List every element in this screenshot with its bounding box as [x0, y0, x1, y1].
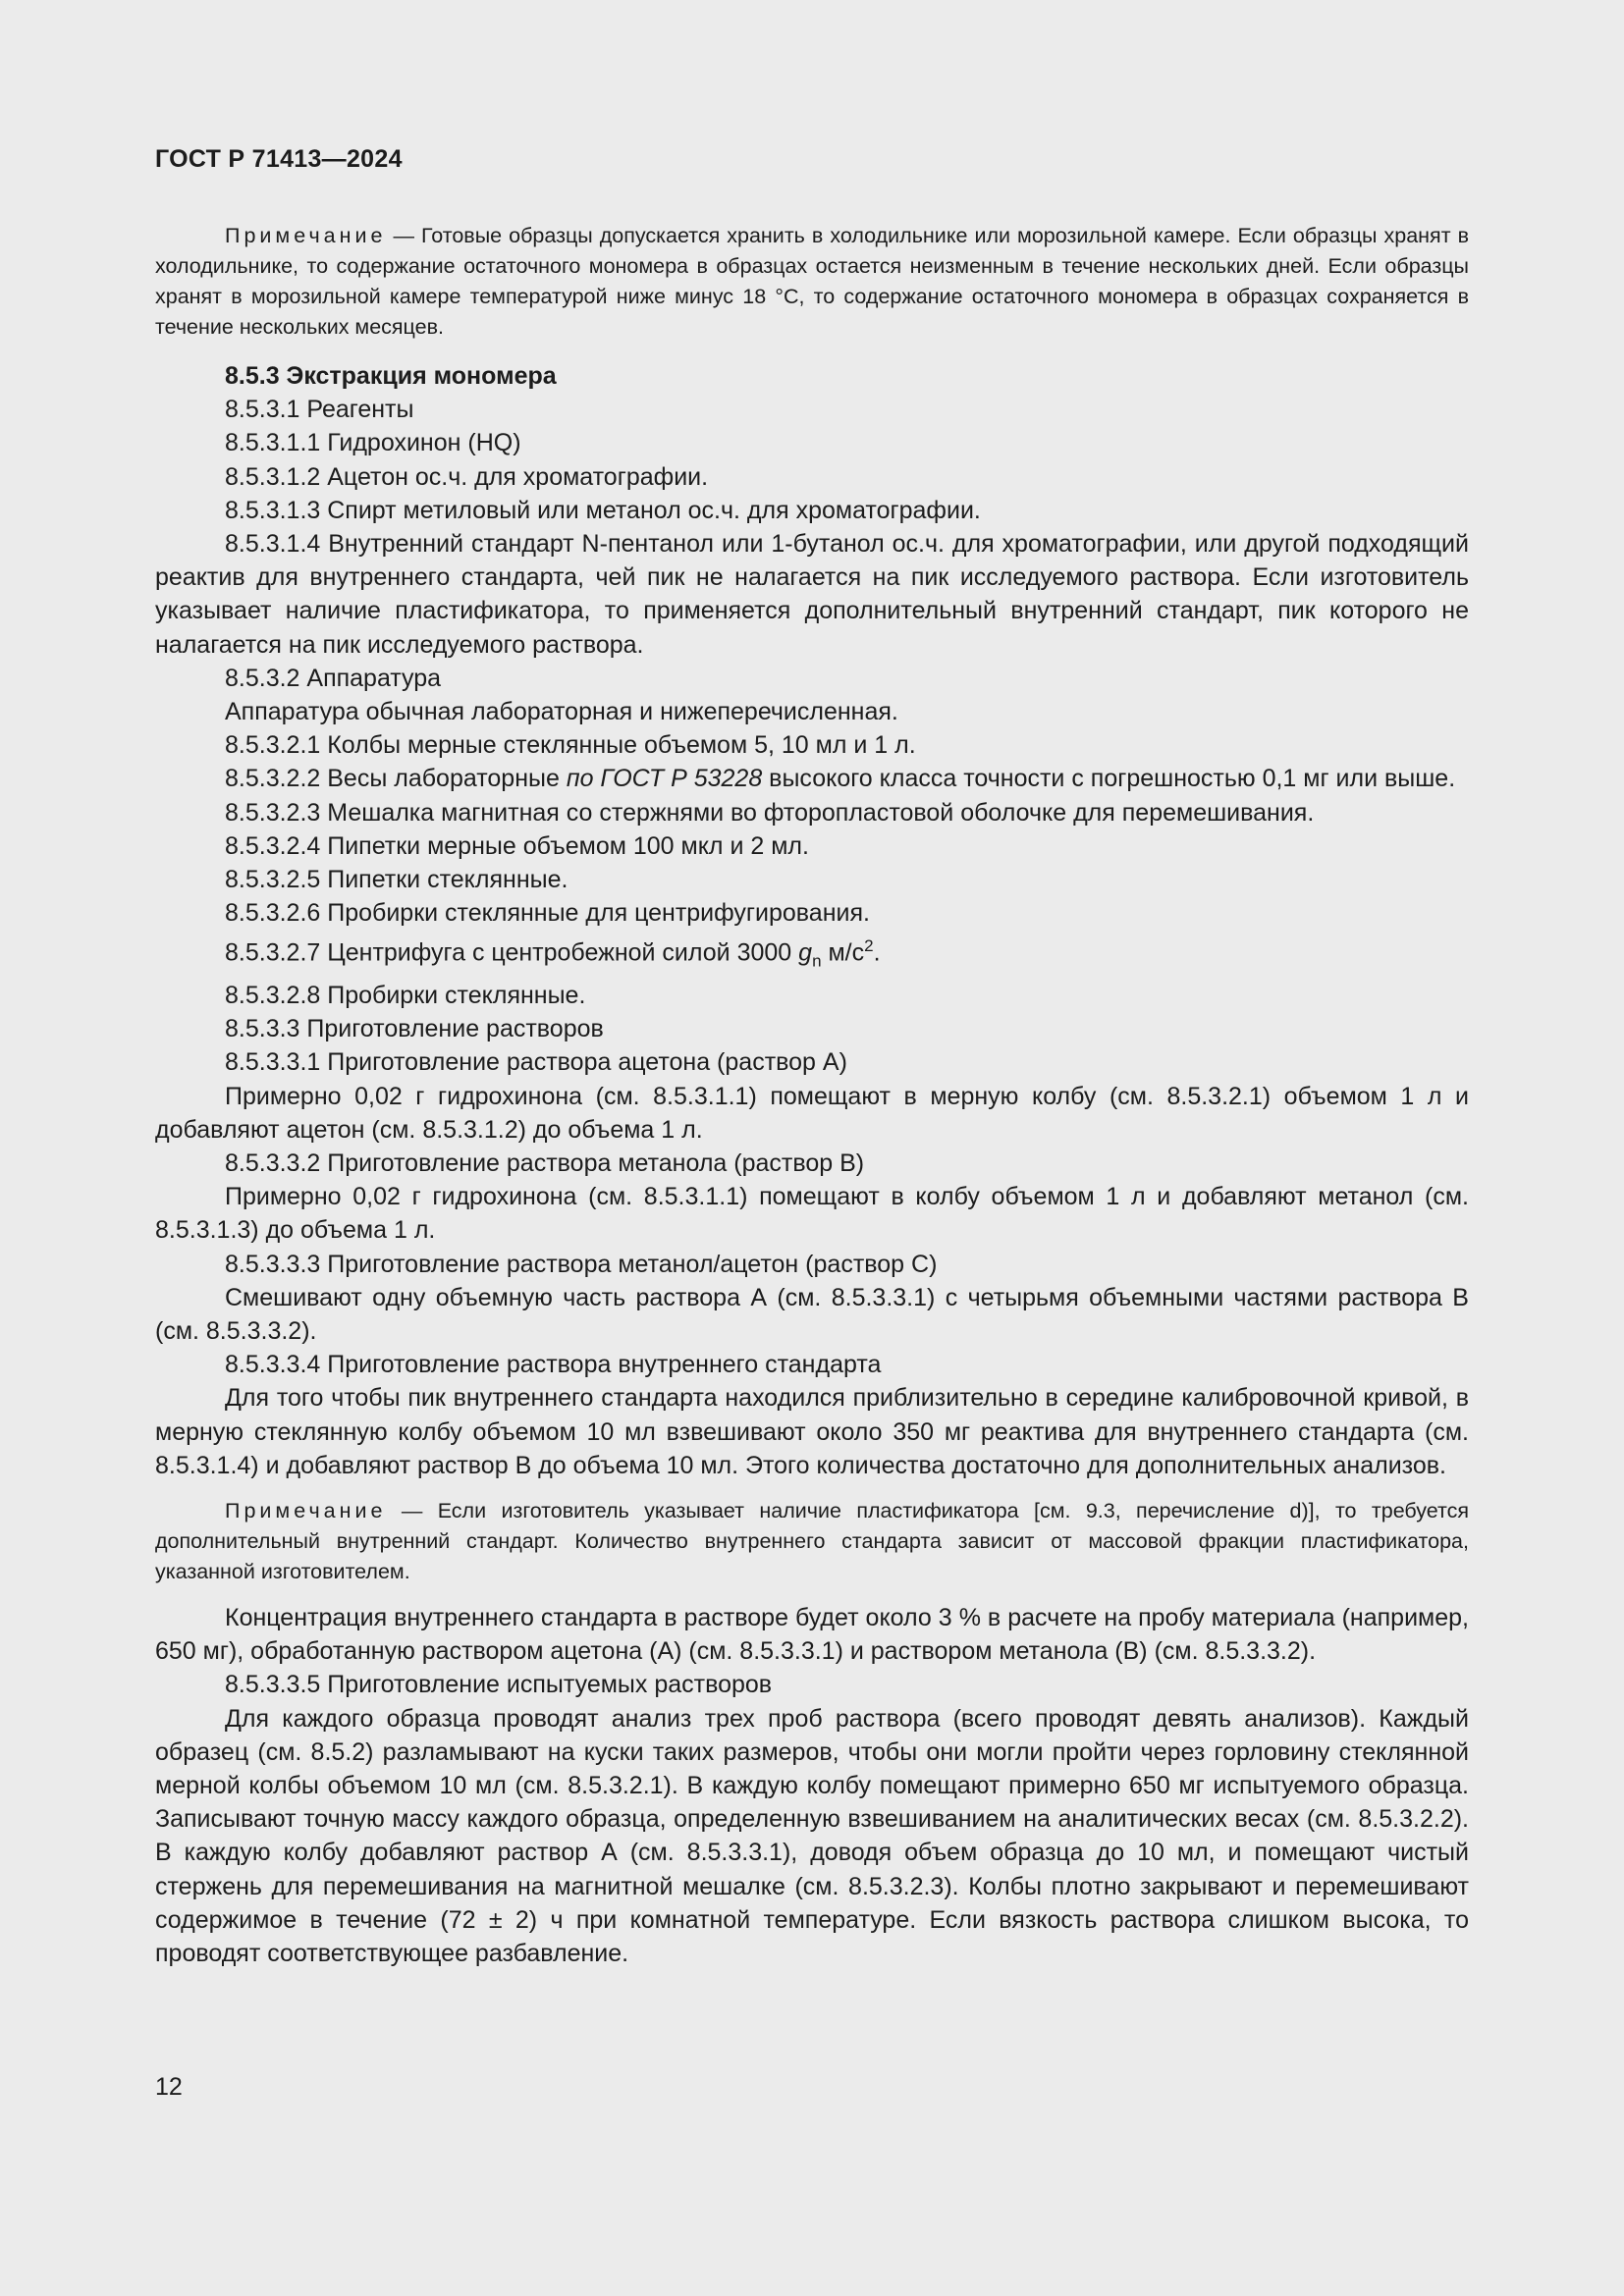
paragraph: 8.5.3.2 Аппаратура [225, 664, 442, 692]
note-1-text: — Готовые образцы допускается хранить в холодильнике или морозильной камере. Если образцы хранят в холодильнике, то содержание остаточного мономера в образцах остается неизменным в течение нескольких дней. Если образцы хранят в морозильной камере температурой ниже минус 18 °С, то содержание остаточного мономера в образцах сохраняется в течение нескольких месяцев. [155, 224, 1469, 339]
section-heading: 8.5.3 Экстракция мономера [225, 362, 557, 390]
paragraph: 8.5.3.2.3 Мешалка магнитная со стержнями во фторопластовой оболочке для перемешивания. [225, 798, 1315, 827]
gravity-subscript: n [812, 951, 822, 971]
page-content [155, 145, 1469, 1970]
paragraph-scales [155, 762, 1469, 795]
paragraph: Для каждого образца проводят анализ трех проб раствора (всего проводят девять анализов). Каждый образец (см. 8.5.2) разламывают на куски таких размеров, чтобы они могли пройти через горловину стеклянной мерной колбы объемом 10 мл (см. 8.5.3.2.1). В каждую колбу помещают примерно 650 мг испытуемого образца. Записывают точную массу каждого образца, определенную взвешиванием на аналитических весах (см. 8.5.3.2.2). В каждую колбу добавляют раствор А (см. 8.5.3.3.1), доводя объем образца до 10 мл, и помещают чистый стержень для перемешивания на магнитной мешалке (см. 8.5.3.2.3). Колбы плотно закрывают и перемешивают содержимое в течение (72 ± 2) ч при комнатной температуре. Если вязкость раствора слишком высока, то проводят соответствующее разбавление. [155, 1704, 1469, 1968]
note-2-prefix: Примечание [225, 1499, 387, 1523]
paragraph: 8.5.3.2.1 Колбы мерные стеклянные объемом 5, 10 мл и 1 л. [225, 731, 916, 760]
paragraph: 8.5.3.1.4 Внутренний стандарт N-пентанол или 1-бутанол ос.ч. для хроматографии, или другой подходящий реактив для внутреннего стандарта, чей пик не налагается на пик исследуемого раствора. Если изготовитель указывает наличие пластификатора, то применяется дополнительный внутренний стандарт, пик которого не налагается на пик исследуемого раствора. [155, 530, 1469, 659]
paragraph-centrifuge [155, 930, 1469, 979]
paragraph: Смешивают одну объемную часть раствора А (см. 8.5.3.3.1) с четырьмя объемными частями раствора В (см. 8.5.3.3.2). [155, 1283, 1469, 1346]
unit-exponent: 2 [864, 936, 874, 956]
text: 8.5.3.2.2 Весы лабораторные [225, 765, 567, 793]
paragraph: 8.5.3.1.1 Гидрохинон (HQ) [225, 429, 521, 457]
paragraph: 8.5.3.2.8 Пробирки стеклянные. [225, 981, 586, 1009]
paragraph: 8.5.3.3.5 Приготовление испытуемых растворов [225, 1671, 773, 1699]
document-header: ГОСТ Р 71413—2024 [155, 145, 403, 173]
text: . [873, 938, 881, 967]
paragraph: 8.5.3.2.5 Пипетки стеклянные. [225, 866, 568, 894]
page-number: 12 [155, 2073, 183, 2101]
paragraph: 8.5.3.3.4 Приготовление раствора внутреннего стандарта [225, 1351, 882, 1379]
paragraph: Для того чтобы пик внутреннего стандарта находился приблизительно в середине калибровочной кривой, в мерную стеклянную колбу объемом 10 мл взвешивают около 350 мг реактива для внутреннего стандарта (см. 8.5.3.1.4) и добавляют раствор В до объема 10 мл. Этого количества достаточно для дополнительных анализов. [155, 1384, 1469, 1479]
paragraph: 8.5.3.2.6 Пробирки стеклянные для центрифугирования. [225, 899, 870, 928]
paragraph: 8.5.3.3.2 Приготовление раствора метанола (раствор В) [225, 1149, 865, 1177]
paragraph: Концентрация внутреннего стандарта в растворе будет около 3 % в расчете на пробу материала (например, 650 мг), обработанную раствором ацетона (А) (см. 8.5.3.3.1) и раствором метанола (В) (см. 8.5.3.3.2). [155, 1604, 1469, 1666]
paragraph: 8.5.3.1.3 Спирт метиловый или метанол ос.ч. для хроматографии. [225, 496, 981, 524]
text: высокого класса точности с погрешностью 0,1 мг или выше. [762, 765, 1456, 793]
note-1-prefix: Примечание [225, 224, 387, 247]
paragraph: 8.5.3.3.3 Приготовление раствора метанол/ацетон (раствор С) [225, 1250, 938, 1278]
paragraph: Примерно 0,02 г гидрохинона (см. 8.5.3.1.1) помещают в колбу объемом 1 л и добавляют метанол (см. 8.5.3.1.3) до объема 1 л. [155, 1183, 1469, 1245]
paragraph: 8.5.3.3.1 Приготовление раствора ацетона (раствор А) [225, 1048, 847, 1077]
note-2 [155, 1496, 1469, 1587]
text: 8.5.3.2.7 Центрифуга с центробежной силой 3000 [225, 938, 799, 967]
note-1 [155, 221, 1469, 343]
paragraph: Аппаратура обычная лабораторная и нижеперечисленная. [225, 698, 898, 726]
paragraph: 8.5.3.3 Приготовление растворов [225, 1015, 604, 1043]
paragraph: Примерно 0,02 г гидрохинона (см. 8.5.3.1.1) помещают в мерную колбу (см. 8.5.3.2.1) объемом 1 л и добавляют ацетон (см. 8.5.3.1.2) до объема 1 л. [155, 1082, 1469, 1144]
paragraph: 8.5.3.1.2 Ацетон ос.ч. для хроматографии. [225, 462, 709, 491]
paragraph: 8.5.3.1 Реагенты [225, 396, 414, 424]
unit: м/с [821, 938, 865, 967]
gravity-symbol: g [798, 938, 813, 967]
standard-reference: по ГОСТ Р 53228 [566, 765, 763, 793]
note-2-text: — Если изготовитель указывает наличие пластификатора [см. 9.3, перечисление d)], то требуется дополнительный внутренний стандарт. Количество внутреннего стандарта зависит от массовой фракции пластификатора, указанной изготовителем. [155, 1499, 1469, 1584]
paragraph: 8.5.3.2.4 Пипетки мерные объемом 100 мкл и 2 мл. [225, 831, 809, 860]
